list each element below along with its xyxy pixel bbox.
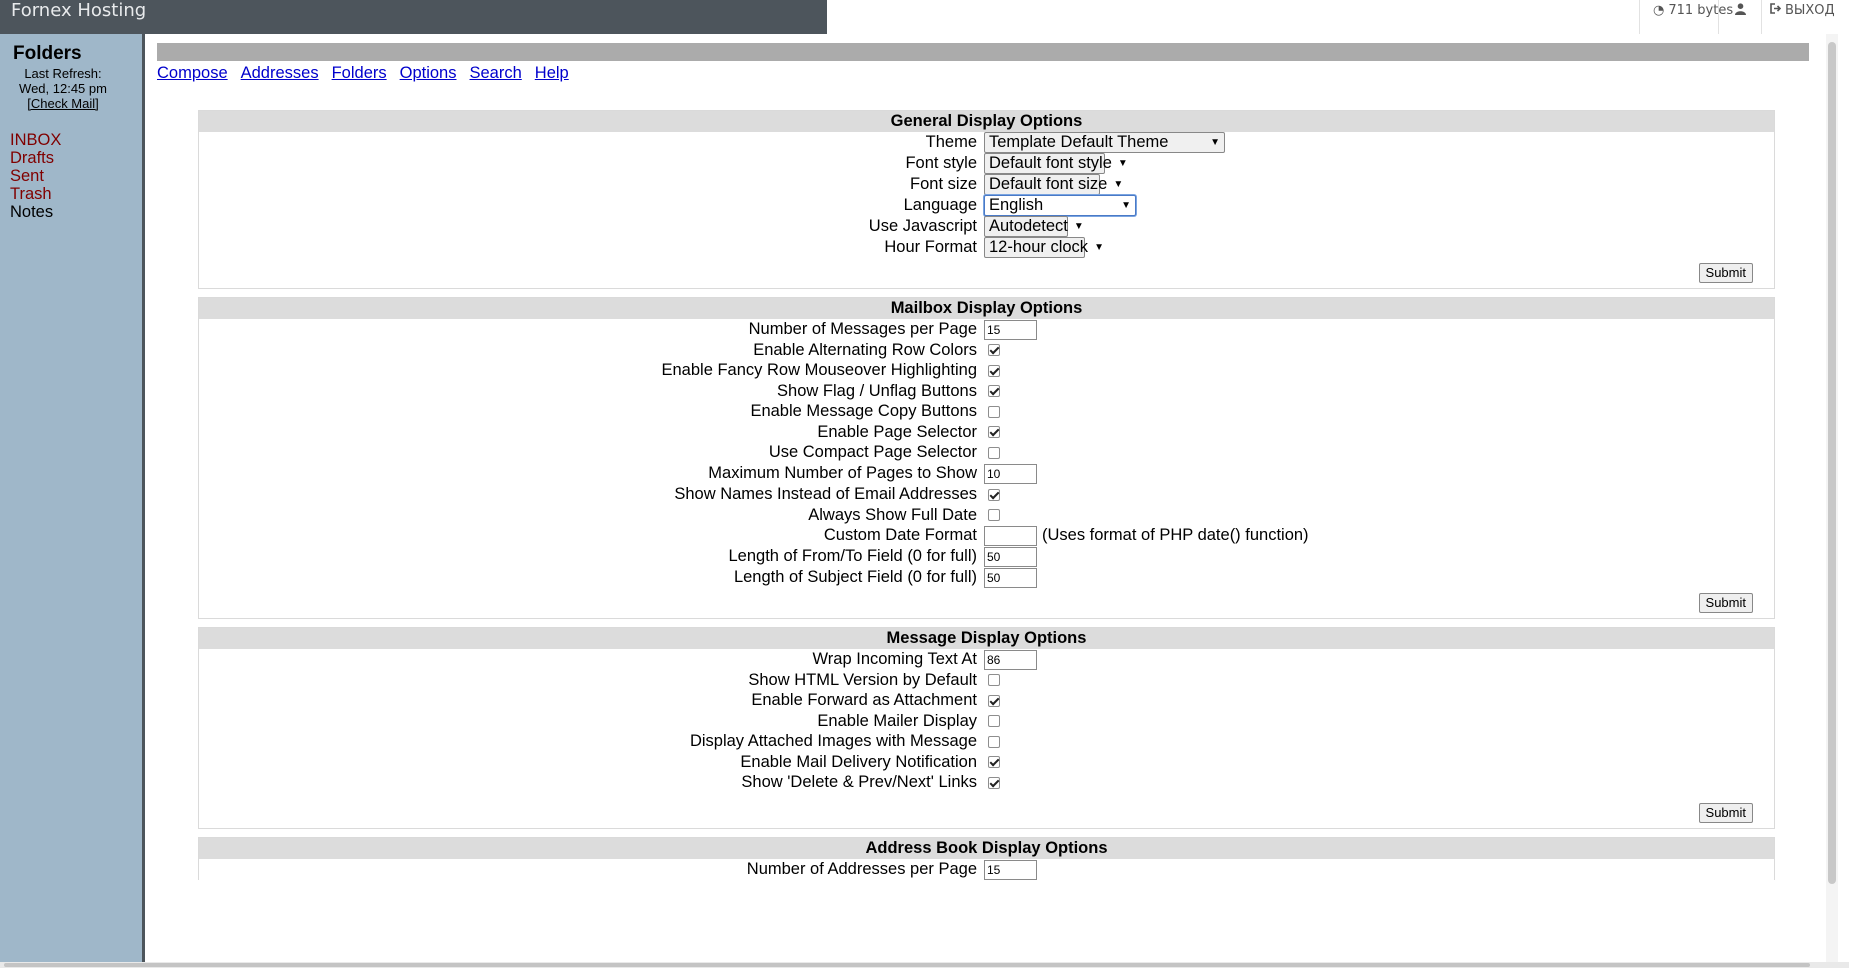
fancy-mouseover-checkbox[interactable] [988, 365, 1000, 377]
option-row [199, 237, 1774, 258]
option-label: Show 'Delete & Prev/Next' Links [741, 773, 977, 791]
top-right-bar [1639, 0, 1849, 34]
mailer-display-checkbox[interactable] [988, 715, 1000, 727]
option-label: Show Flag / Unflag Buttons [777, 381, 977, 400]
attached-images-checkbox[interactable] [988, 736, 1000, 748]
nav-search[interactable]: Search [469, 64, 522, 82]
forward-attachment-checkbox[interactable] [988, 695, 1000, 707]
full-date-checkbox[interactable] [988, 509, 1000, 521]
option-label: Enable Message Copy Buttons [750, 402, 977, 420]
section-title: Message Display Options [199, 628, 1774, 649]
mailbox-submit-button[interactable]: Submit [1699, 593, 1753, 613]
theme-select[interactable] [984, 132, 1225, 153]
select-value: English [989, 196, 1044, 214]
horizontal-scroll-thumb[interactable] [4, 963, 1810, 967]
select-value: Autodetect [989, 217, 1068, 235]
submit-row [199, 803, 1774, 828]
custom-date-format-input[interactable] [984, 526, 1037, 546]
option-row [199, 195, 1774, 216]
option-label: Enable Forward as Attachment [751, 691, 977, 709]
option-row [199, 546, 1774, 567]
option-label: Display Attached Images with Message [689, 732, 977, 750]
submit-row [199, 593, 1774, 618]
show-names-checkbox[interactable] [988, 489, 1000, 501]
option-row [199, 772, 1774, 793]
option-label: Font style [905, 154, 977, 172]
dropdown-arrow-icon: ▼ [1094, 242, 1104, 253]
option-row [199, 690, 1774, 711]
section-title: Address Book Display Options [199, 838, 1774, 859]
message-submit-button[interactable]: Submit [1699, 803, 1753, 823]
option-label: Maximum Number of Pages to Show [708, 464, 977, 482]
option-label: Custom Date Format [823, 526, 977, 544]
vertical-scrollbar[interactable] [1826, 34, 1838, 962]
dropdown-arrow-icon: ▼ [1121, 200, 1131, 211]
option-label: Hour Format [884, 238, 977, 256]
folder-list [0, 131, 142, 221]
option-label: Enable Fancy Row Mouseover Highlighting [661, 361, 977, 379]
html-version-checkbox[interactable] [988, 674, 1000, 686]
option-row [199, 463, 1774, 484]
main-content [157, 34, 1809, 880]
delete-prev-next-checkbox[interactable] [988, 777, 1000, 789]
option-label: Enable Mail Delivery Notification [740, 752, 977, 771]
submit-row [199, 263, 1774, 288]
section-title: Mailbox Display Options [199, 298, 1774, 319]
option-label: Language [903, 196, 977, 214]
date-format-hint: (Uses format of PHP date() function) [1042, 526, 1309, 544]
option-row [199, 567, 1774, 588]
dropdown-arrow-icon: ▼ [1117, 158, 1128, 169]
option-label: Wrap Incoming Text At [812, 650, 977, 668]
option-row [199, 752, 1774, 772]
folder-drafts[interactable]: Drafts [10, 149, 55, 167]
option-label: Theme [925, 133, 977, 151]
horizontal-scrollbar[interactable] [0, 962, 1849, 968]
option-label: Length of From/To Field (0 for full) [728, 547, 977, 565]
message-copy-buttons-checkbox[interactable] [988, 406, 1000, 418]
addresses-per-page-input[interactable]: 15 [984, 860, 1037, 880]
max-pages-input[interactable]: 10 [984, 464, 1037, 484]
message-display-options [198, 627, 1775, 829]
logout-label: ВЫХОД [1785, 3, 1835, 18]
pie-chart-icon: ◔ [1653, 3, 1665, 18]
option-row [199, 319, 1774, 340]
main-nav [157, 64, 1809, 83]
wrap-text-input[interactable]: 86 [984, 650, 1037, 670]
mailbox-display-options [198, 297, 1775, 619]
option-row [199, 174, 1774, 195]
section-title: General Display Options [199, 111, 1774, 132]
flag-buttons-checkbox[interactable] [988, 385, 1000, 397]
user-button[interactable] [1718, 0, 1761, 34]
option-row [199, 153, 1774, 174]
brand-title: Fornex Hosting [0, 0, 827, 34]
option-row [199, 505, 1774, 525]
option-label: Font size [910, 175, 977, 193]
vertical-scroll-thumb[interactable] [1828, 42, 1836, 884]
select-value: Default font style [989, 154, 1112, 172]
nav-addresses[interactable]: Addresses [240, 64, 319, 82]
dropdown-arrow-icon: ▼ [1210, 137, 1220, 148]
option-row [199, 484, 1774, 505]
logout-button[interactable] [1761, 0, 1849, 34]
option-label: Show HTML Version by Default [748, 670, 977, 689]
subject-length-input[interactable]: 50 [984, 568, 1037, 588]
option-row [199, 381, 1774, 401]
from-to-length-input[interactable]: 50 [984, 547, 1037, 567]
option-row [199, 340, 1774, 360]
dropdown-arrow-icon: ▼ [1073, 221, 1084, 232]
option-label: Number of Messages per Page [748, 320, 977, 338]
select-value: Template Default Theme [989, 133, 1169, 151]
option-row [199, 670, 1774, 690]
option-row [199, 216, 1774, 237]
alternating-row-colors-checkbox[interactable] [988, 344, 1000, 356]
user-icon [1735, 3, 1746, 19]
nav-compose[interactable]: Compose [157, 64, 228, 82]
option-row [199, 731, 1774, 752]
font-size-select[interactable] [984, 174, 1124, 195]
option-label: Enable Alternating Row Colors [753, 340, 977, 359]
font-style-select[interactable] [984, 153, 1128, 174]
option-label: Number of Addresses per Page [746, 860, 977, 878]
option-label: Use Javascript [868, 217, 977, 235]
dropdown-arrow-icon: ▼ [1113, 179, 1124, 190]
option-label: Show Names Instead of Email Addresses [674, 485, 977, 503]
option-row [199, 360, 1774, 381]
javascript-select[interactable] [984, 216, 1084, 237]
select-value: 12-hour clock [989, 238, 1089, 256]
option-label: Enable Mailer Display [817, 711, 977, 730]
title-strip [157, 43, 1809, 61]
general-display-options [198, 110, 1775, 289]
page-selector-checkbox[interactable] [988, 426, 1000, 438]
option-row [199, 859, 1774, 880]
folder-notes[interactable]: Notes [10, 203, 54, 221]
option-row [199, 442, 1774, 463]
option-row [199, 711, 1774, 731]
compact-page-selector-checkbox[interactable] [988, 447, 1000, 459]
language-select[interactable] [984, 195, 1136, 216]
folders-sidebar [0, 34, 145, 962]
general-submit-button[interactable]: Submit [1699, 263, 1753, 283]
delivery-notification-checkbox[interactable] [988, 756, 1000, 768]
hour-format-select[interactable] [984, 237, 1104, 258]
option-label: Length of Subject Field (0 for full) [733, 568, 977, 586]
logout-icon [1770, 3, 1781, 18]
option-row [199, 525, 1774, 546]
nav-options[interactable]: Options [399, 64, 457, 82]
messages-per-page-input[interactable]: 15 [984, 320, 1037, 340]
quota-indicator[interactable] [1639, 0, 1734, 34]
option-row [199, 401, 1774, 422]
option-row [199, 649, 1774, 670]
folder-inbox[interactable]: INBOX [10, 131, 62, 149]
option-label: Enable Page Selector [817, 422, 977, 441]
folders-title: Folders [13, 43, 82, 64]
last-refresh-label: Last Refresh: [24, 66, 102, 81]
quota-text: 711 bytes [1668, 3, 1734, 18]
folder-trash[interactable]: Trash [10, 185, 52, 203]
check-mail-link[interactable]: [Check Mail] [27, 96, 99, 111]
option-label: Always Show Full Date [808, 505, 977, 524]
nav-folders[interactable]: Folders [331, 64, 387, 82]
last-refresh-time: Wed, 12:45 pm [19, 81, 107, 96]
select-value: Default font size [989, 175, 1108, 193]
option-row [199, 422, 1774, 442]
option-row [199, 132, 1774, 153]
folder-sent[interactable]: Sent [10, 167, 44, 185]
option-label: Use Compact Page Selector [768, 443, 977, 461]
addressbook-display-options [198, 837, 1775, 880]
nav-help[interactable]: Help [534, 64, 569, 82]
